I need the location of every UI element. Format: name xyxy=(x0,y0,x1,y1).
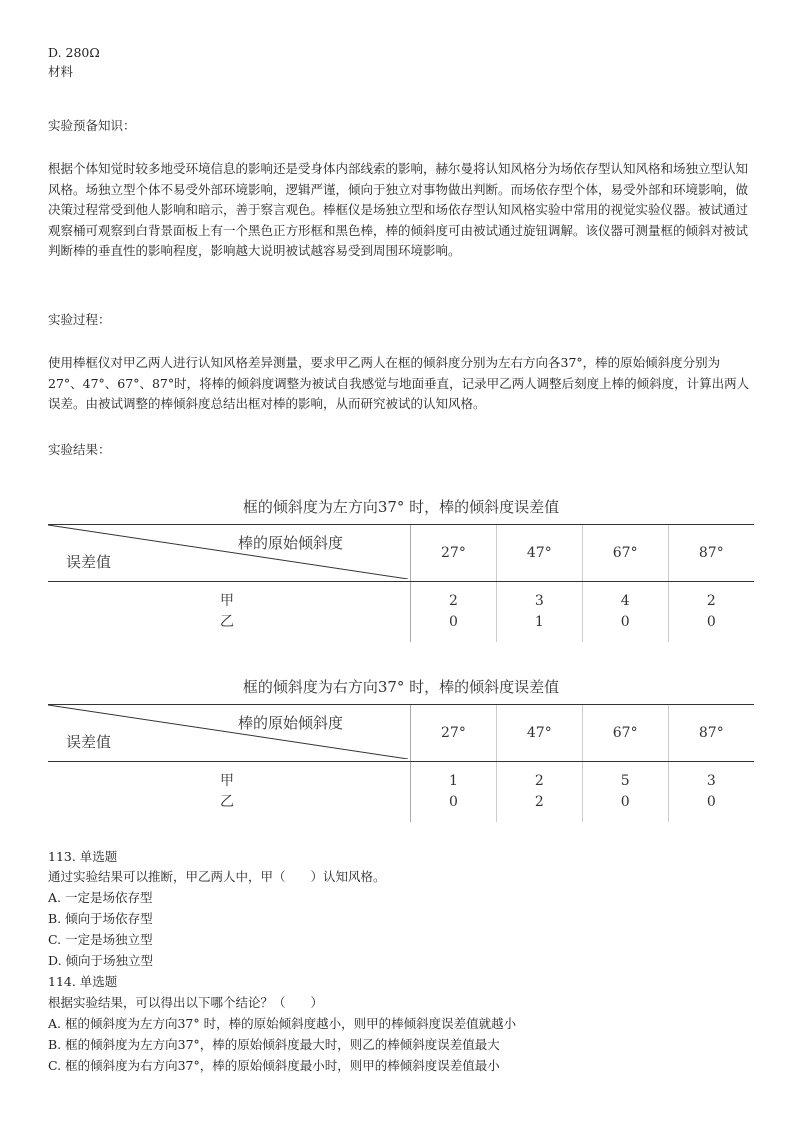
table-title: 框的倾斜度为右方向37° 时，棒的倾斜度误差值 xyxy=(48,670,754,705)
question-114-option-b[interactable]: B. 框的倾斜度为左方向37°，棒的原始倾斜度最大时，则乙的棒倾斜度误差值最大 xyxy=(48,1037,500,1052)
row-labels xyxy=(48,582,411,643)
row-labels xyxy=(48,762,411,823)
results-heading: 实验结果： xyxy=(48,442,111,457)
jia-value: 4 xyxy=(620,593,630,609)
table-cell xyxy=(411,582,497,643)
diagonal-header-cell xyxy=(48,525,411,582)
jia-value: 2 xyxy=(534,773,544,789)
row-label-jia: 甲 xyxy=(220,593,234,609)
column-header: 87° xyxy=(668,525,754,582)
jia-value: 5 xyxy=(620,773,630,789)
jia-value: 1 xyxy=(448,773,458,789)
question-113-option-b[interactable]: B. 倾向于场依存型 xyxy=(48,911,153,926)
yi-value: 0 xyxy=(448,614,458,630)
jia-value: 3 xyxy=(534,593,544,609)
yi-value: 0 xyxy=(620,614,630,630)
header-original-tilt: 棒的原始倾斜度 xyxy=(238,534,344,552)
question-113-option-a[interactable]: A. 一定是场依存型 xyxy=(48,890,153,905)
header-error-value: 误差值 xyxy=(66,733,112,751)
prep-heading: 实验预备知识： xyxy=(48,118,136,133)
column-header: 27° xyxy=(411,705,497,762)
question-113-option-c[interactable]: C. 一定是场独立型 xyxy=(48,932,153,947)
yi-value: 1 xyxy=(534,614,544,630)
table-cell xyxy=(582,762,668,823)
yi-value: 0 xyxy=(706,794,716,810)
option-d-previous: D. 280Ω xyxy=(48,45,100,60)
row-label-jia: 甲 xyxy=(220,773,234,789)
column-header: 47° xyxy=(496,525,582,582)
jia-value: 3 xyxy=(706,773,716,789)
question-113-number: 113. 单选题 xyxy=(48,849,118,864)
result-table-right xyxy=(48,670,754,822)
question-113-stem: 通过实验结果可以推断，甲乙两人中，甲（ ）认知风格。 xyxy=(48,869,386,884)
question-114-number: 114. 单选题 xyxy=(48,974,118,989)
result-table-left xyxy=(48,490,754,642)
table-cell xyxy=(668,582,754,643)
yi-value: 2 xyxy=(534,794,544,810)
question-114-option-a[interactable]: A. 框的倾斜度为左方向37° 时，棒的原始倾斜度越小，则甲的棒倾斜度误差值就越小 xyxy=(48,1016,517,1031)
column-header: 67° xyxy=(582,705,668,762)
table-title: 框的倾斜度为左方向37° 时，棒的倾斜度误差值 xyxy=(48,490,754,525)
table-cell xyxy=(582,582,668,643)
row-label-yi: 乙 xyxy=(220,794,234,810)
header-original-tilt: 棒的原始倾斜度 xyxy=(238,714,344,732)
table-cell xyxy=(411,762,497,823)
row-label-yi: 乙 xyxy=(220,614,234,630)
process-heading: 实验过程： xyxy=(48,312,111,327)
yi-value: 0 xyxy=(620,794,630,810)
column-header: 47° xyxy=(496,705,582,762)
column-header: 67° xyxy=(582,525,668,582)
process-paragraph: 使用棒框仪对甲乙两人进行认知风格差异测量，要求甲乙两人在框的倾斜度分别为左右方向各37°，棒的原始倾斜度分别为27°、47°、67°、87°时，将棒的倾斜度调整为被试自我感觉与地面垂直，记录甲乙两人调整后刻度上棒的倾斜度，计算出两人误差。由被试调整的棒倾斜度总结出框对棒的影响，从而研究被试的认知风格。 xyxy=(48,355,750,411)
jia-value: 2 xyxy=(448,593,458,609)
table-cell xyxy=(668,762,754,823)
column-header: 27° xyxy=(411,525,497,582)
question-113-option-d[interactable]: D. 倾向于场独立型 xyxy=(48,953,154,968)
yi-value: 0 xyxy=(448,794,458,810)
yi-value: 0 xyxy=(706,614,716,630)
table-cell xyxy=(496,762,582,823)
header-error-value: 误差值 xyxy=(66,553,112,571)
jia-value: 2 xyxy=(706,593,716,609)
question-114-stem: 根据实验结果，可以得出以下哪个结论？（ ） xyxy=(48,995,324,1010)
question-114-option-c[interactable]: C. 框的倾斜度为右方向37°，棒的原始倾斜度最小时，则甲的棒倾斜度误差值最小 xyxy=(48,1058,500,1073)
diagonal-header-cell xyxy=(48,705,411,762)
prep-paragraph: 根据个体知觉时较多地受环境信息的影响还是受身体内部线索的影响，赫尔曼将认知风格分为场依存型认知风格和场独立型认知风格。场独立型个体不易受外部环境影响，逻辑严谨，倾向于独立对事物做出判断。而场依存型个体，易受外部和环境影响，做决策过程常受到他人影响和暗示，善于察言观色。棒框仪是场独立型和场依存型认知风格实验中常用的视觉实验仪器。被试通过观察桶可观察到白背景面板上有一个黑色正方形框和黑色棒，棒的倾斜度可由被试通过旋钮调解。该仪器可测量框的倾斜对被试判断棒的垂直性的影响程度，影响越大说明被试越容易受到周围环境影响。 xyxy=(48,161,749,258)
table-cell xyxy=(496,582,582,643)
section-label: 材料 xyxy=(48,64,74,79)
column-header: 87° xyxy=(668,705,754,762)
